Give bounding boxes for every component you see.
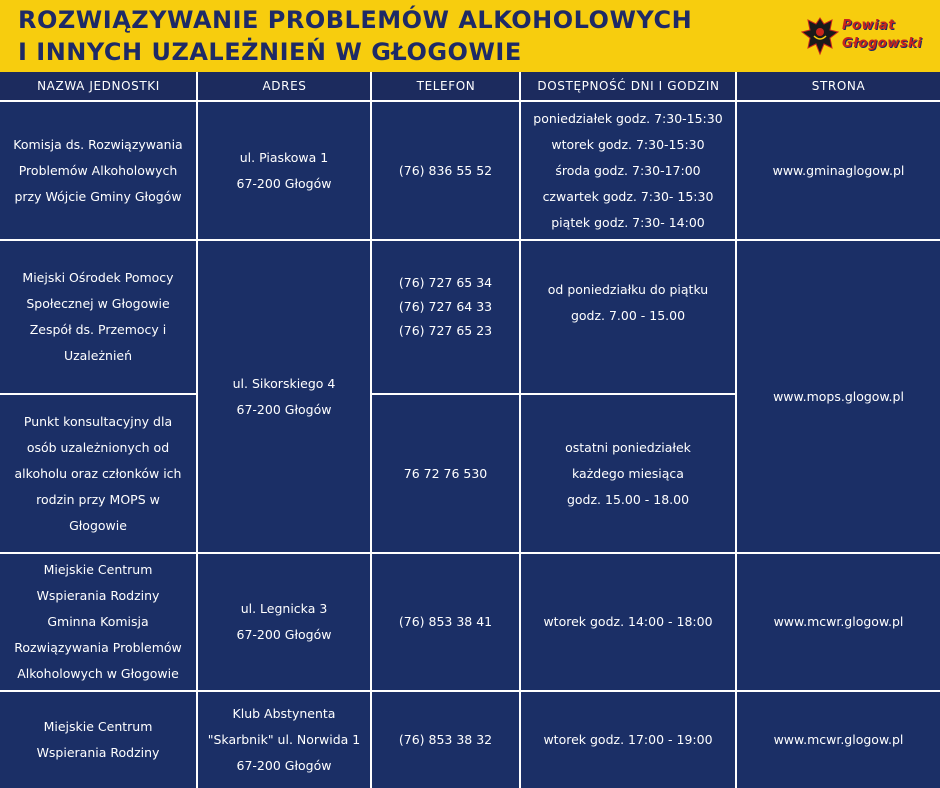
name-line: Miejski Ośrodek Pomocy (22, 270, 174, 285)
table-cell-phone (372, 395, 519, 552)
header-banner (0, 0, 940, 72)
column-header-name: NAZWA JEDNOSTKI (37, 79, 160, 93)
name-line: Problemów Alkoholowych (18, 162, 178, 178)
row-divider (0, 552, 940, 554)
address-line: ul. Sikorskiego 4 (232, 375, 336, 391)
name-line: Zespół ds. Przemocy i (29, 322, 167, 337)
phone-number: (76) 853 38 41 (398, 614, 493, 629)
phone-number: 76 72 76 530 (403, 465, 488, 481)
website-link[interactable]: www.mops.glogow.pl (773, 388, 904, 404)
hours-line: każdego miesiąca (572, 465, 684, 481)
name-line: Miejskie Centrum (43, 562, 153, 577)
hours-line: od poniedziałku do piątku (547, 282, 709, 297)
table-cell-phone (372, 102, 519, 239)
name-line: Alkoholowych w Głogowie (17, 666, 179, 681)
phone-number: (76) 727 65 23 (398, 323, 493, 338)
column-header-website: STRONA (811, 79, 866, 93)
hours-line: godz. 15.00 - 18.00 (566, 491, 690, 507)
row-divider (0, 239, 940, 241)
table-cell-website (737, 102, 940, 239)
name-line: Społecznej w Głogowie (26, 296, 170, 311)
column-header-address: ADRES (262, 79, 307, 93)
name-line: Rozwiązywania Problemów (14, 640, 182, 655)
table-cell-hours (521, 241, 735, 393)
table-cell-phone (372, 692, 519, 788)
table-cell-phone (372, 554, 519, 690)
column-header-hours: DOSTĘPNOŚĆ DNI I GODZIN (537, 79, 720, 93)
name-line: Miejskie Centrum (43, 719, 153, 734)
table-cell-address (198, 692, 370, 788)
name-line: Uzależnień (63, 348, 133, 363)
name-line: przy Wójcie Gminy Głogów (14, 188, 182, 204)
address-line: 67-200 Głogów (236, 175, 332, 191)
hours-line: godz. 7.00 - 15.00 (570, 308, 686, 323)
address-line: 67-200 Głogów (236, 758, 332, 773)
name-line: Punkt konsultacyjny dla (23, 413, 173, 429)
hours-line: poniedziałek godz. 7:30-15:30 (533, 110, 723, 126)
website-link[interactable]: www.mcwr.glogow.pl (773, 614, 904, 629)
row-divider (0, 690, 940, 692)
table-cell-website (737, 554, 940, 690)
table-cell-address (198, 554, 370, 690)
hours-line: wtorek godz. 7:30-15:30 (551, 136, 705, 152)
hours-line: wtorek godz. 17:00 - 19:00 (543, 732, 713, 747)
name-line: Komisja ds. Rozwiązywania (13, 136, 183, 152)
logo-text-powiat: Powiat (842, 18, 895, 33)
address-line: Klub Abstynenta (232, 706, 336, 721)
address-line: ul. Piaskowa 1 (239, 149, 329, 165)
phone-number: (76) 853 38 32 (398, 732, 493, 747)
column-divider (519, 72, 521, 788)
hours-line: środa godz. 7:30-17:00 (555, 162, 701, 178)
phone-number: (76) 727 64 33 (398, 299, 493, 314)
column-divider (735, 72, 737, 788)
logo-text-glogowski: Głogowski (842, 36, 923, 51)
column-divider (196, 72, 198, 788)
name-line: alkoholu oraz członków ich (14, 465, 182, 481)
name-line: rodzin przy MOPS w (36, 491, 160, 507)
table-cell-hours (521, 554, 735, 690)
address-line: ul. Legnicka 3 (240, 601, 328, 616)
row-divider (0, 393, 196, 395)
name-line: Głogowie (69, 517, 127, 533)
name-line: Wspierania Rodziny (36, 588, 160, 603)
table-cell-address (198, 102, 370, 239)
website-link[interactable]: www.mcwr.glogow.pl (773, 732, 904, 747)
eagle-coat-of-arms-icon (800, 14, 840, 58)
hours-line: ostatni poniedziałek (565, 439, 691, 455)
page-title-line-1: ROZWIĄZYWANIE PROBLEMÓW ALKOHOLOWYCH (18, 6, 693, 34)
table-cell-website (737, 692, 940, 788)
table-cell-name (0, 554, 196, 690)
table-cell-website (737, 241, 940, 552)
column-header-phone: TELEFON (416, 79, 476, 93)
name-line: osób uzależnionych od (26, 439, 170, 455)
table-cell-name (0, 102, 196, 239)
table-cell-name (0, 241, 196, 393)
phone-number: (76) 836 55 52 (398, 162, 493, 178)
page-title-line-2: I INNYCH UZALEŻNIEŃ W GŁOGOWIE (18, 38, 522, 66)
website-link[interactable]: www.gminaglogow.pl (772, 162, 905, 178)
phone-number: (76) 727 65 34 (398, 275, 493, 290)
table-cell-hours (521, 692, 735, 788)
institutions-table (0, 72, 940, 788)
row-divider (370, 393, 735, 395)
address-line: 67-200 Głogów (236, 627, 332, 642)
table-cell-address (198, 241, 370, 552)
table-cell-name (0, 692, 196, 788)
hours-line: czwartek godz. 7:30- 15:30 (542, 188, 714, 204)
table-cell-hours (521, 395, 735, 552)
column-divider (370, 72, 372, 788)
powiat-glogowski-logo (800, 12, 930, 60)
table-cell-phone (372, 241, 519, 393)
address-line: 67-200 Głogów (236, 401, 332, 417)
name-line: Gminna Komisja (47, 614, 149, 629)
name-line: Wspierania Rodziny (36, 745, 160, 760)
table-cell-name (0, 395, 196, 552)
table-cell-hours (521, 102, 735, 239)
row-divider (0, 100, 940, 102)
address-line: "Skarbnik" ul. Norwida 1 (207, 732, 361, 747)
hours-line: wtorek godz. 14:00 - 18:00 (543, 614, 713, 629)
hours-line: piątek godz. 7:30- 14:00 (551, 214, 705, 230)
